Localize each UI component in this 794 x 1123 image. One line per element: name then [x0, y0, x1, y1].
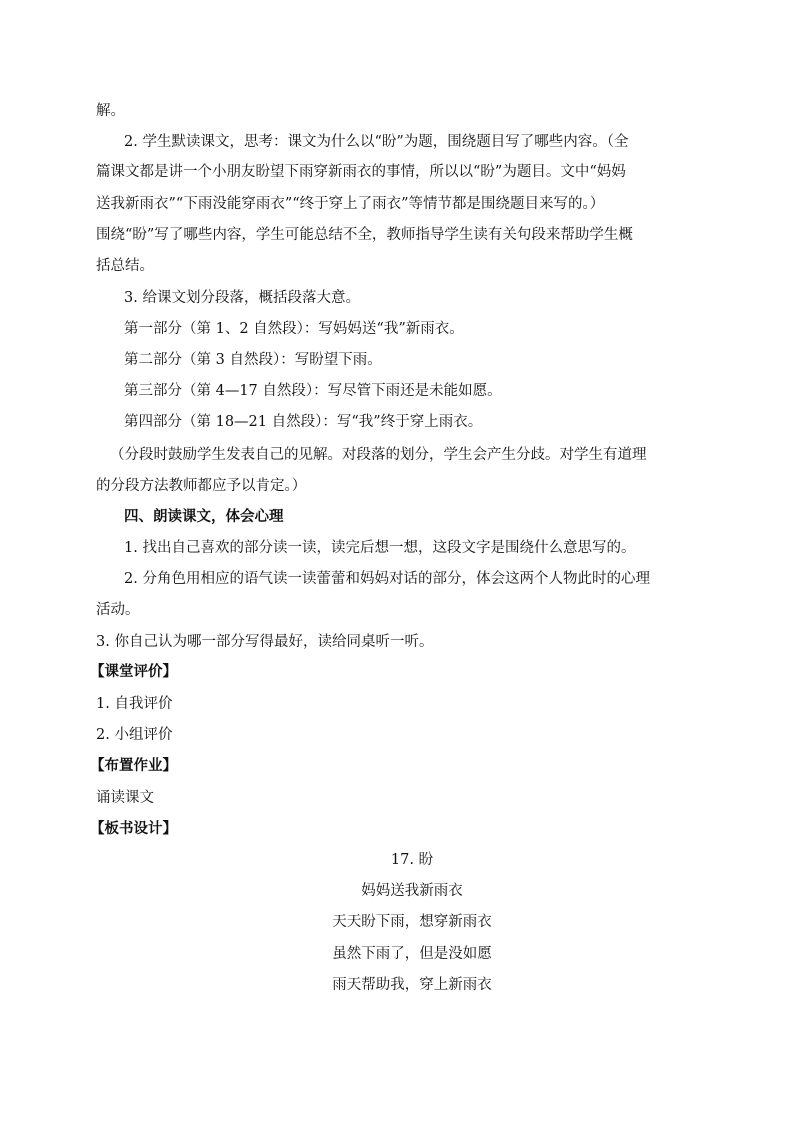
homework-text: 诵读课文 — [96, 790, 154, 806]
board-line-1: 妈妈送我新雨衣 — [361, 883, 463, 899]
board-title: 17. 盼 — [390, 852, 434, 868]
section4-heading: 四、朗读课文，体会心理 — [124, 508, 284, 525]
board-design-heading: 【板书设计】 — [90, 820, 177, 837]
evaluation-item-2: 2. 小组评价 — [96, 727, 173, 743]
step2-line5: 括总结。 — [96, 258, 154, 274]
board-line-2: 天天盼下雨，想穿新雨衣 — [332, 914, 492, 930]
step2-line3: 送我新雨衣”“下雨没能穿雨衣”“终于穿上了雨衣”等情节都是围绕题目来写的。） — [96, 196, 605, 212]
step3-part-3: 第三部分（第 4—17 自然段）：写尽管下雨还是未能如愿。 — [124, 383, 502, 399]
homework-heading: 【布置作业】 — [90, 757, 177, 774]
step2-line2: 篇课文都是讲一个小朋友盼望下雨穿新雨衣的事情，所以以“盼”为题目。文中“妈妈 — [96, 164, 626, 180]
step3-heading: 3. 给课文划分段落，概括段落大意。 — [124, 290, 360, 306]
board-line-3: 虽然下雨了，但是没如愿 — [332, 946, 492, 962]
board-line-4: 雨天帮助我，穿上新雨衣 — [332, 977, 492, 993]
step3-note-line2: 的分段方法教师都应予以肯定。） — [96, 478, 307, 494]
section4-item2-line1: 2. 分角色用相应的语气读一读蕾蕾和妈妈对话的部分，体会这两个人物此时的心理 — [124, 571, 650, 587]
paragraph-continuation: 解。 — [96, 103, 125, 119]
section4-item3: 3. 你自己认为哪一部分写得最好，读给同桌听一听。 — [96, 634, 434, 650]
step3-part-2: 第二部分（第 3 自然段）：写盼望下雨。 — [124, 352, 382, 368]
step2-line1: 2. 学生默读课文，思考：课文为什么以“盼”为题，围绕题目写了哪些内容。（全 — [124, 134, 629, 150]
section4-item1: 1. 找出自己喜欢的部分读一读，读完后想一想，这段文字是围绕什么意思写的。 — [124, 540, 636, 556]
evaluation-item-1: 1. 自我评价 — [96, 696, 173, 712]
evaluation-heading: 【课堂评价】 — [90, 663, 177, 680]
section4-item2-line2: 活动。 — [96, 602, 140, 618]
step2-line4: 围绕“盼”写了哪些内容，学生可能总结不全，教师指导学生读有关句段来帮助学生概 — [96, 227, 633, 243]
step3-part-4: 第四部分（第 18—21 自然段）：写“我”终于穿上雨衣。 — [124, 414, 483, 430]
step3-note-line1: （分段时鼓励学生发表自己的见解。对段落的划分，学生会产生分歧。对学生有道理 — [110, 447, 647, 463]
step3-part-1: 第一部分（第 1、2 自然段）：写妈妈送“我”新雨衣。 — [124, 321, 464, 337]
